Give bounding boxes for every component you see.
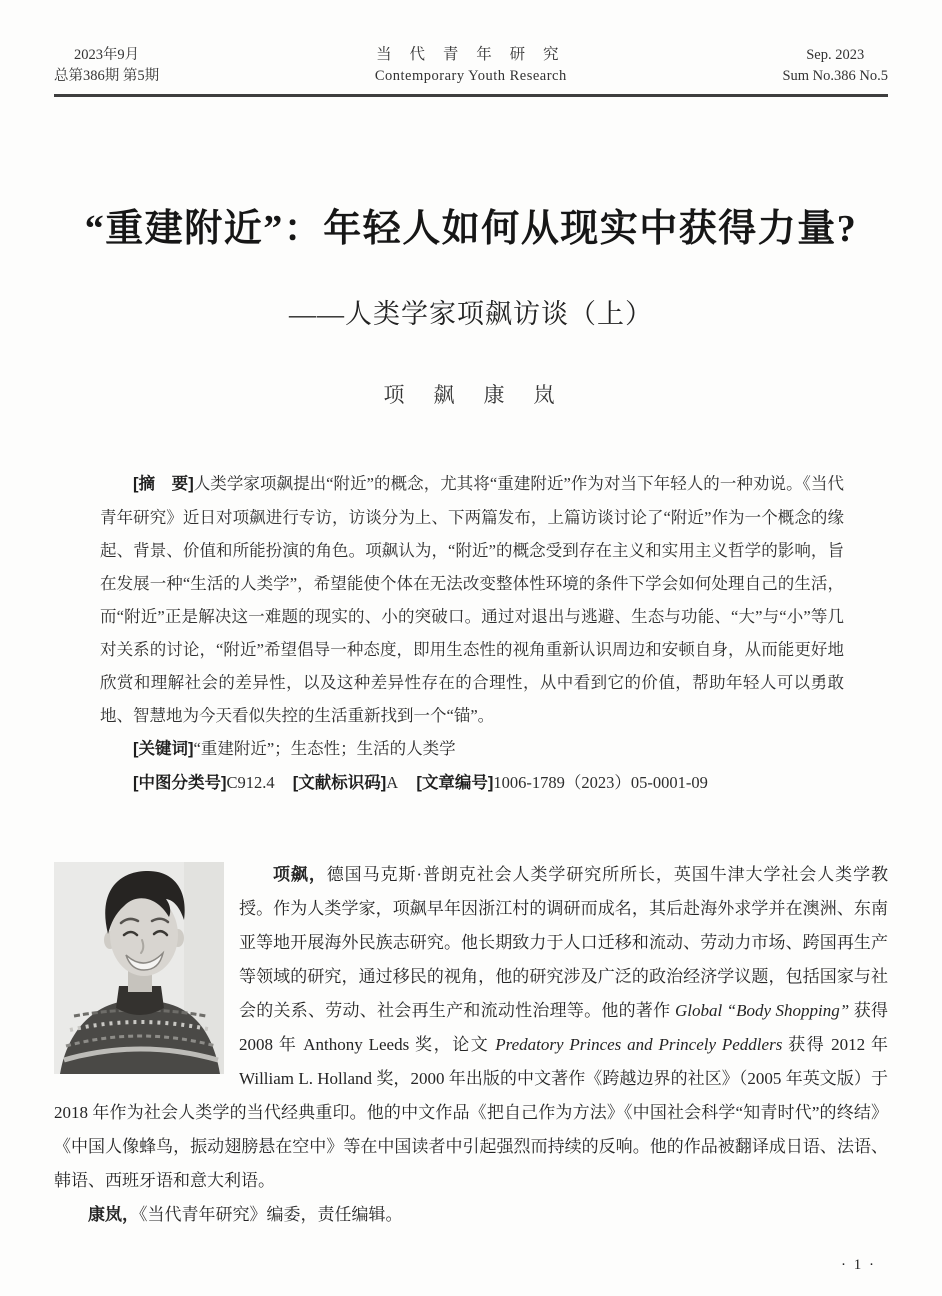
abstract-section xyxy=(100,467,844,800)
bio-book-title-2: Predatory Princes and Princely Peddlers xyxy=(495,1035,783,1055)
classification-line xyxy=(100,766,844,800)
bio-text-3: 获得 2012 年 William L. Holland 奖，2000 年出版的中文著作《跨越边界的社区》（2005 年英文版）于 2018 年作为社会人类学的当代经典重印。他的中文作品《把自己作为方法》《中国社会科学“知青时代”的终结》《中国人像蜂鸟，振动翅膀悬在空中》等在中国读者中引起强烈而持续的反响。他的作品被翻译成日语、法语、韩语、西班牙语和意大利语。 xyxy=(54,1035,888,1191)
keywords-line xyxy=(100,732,844,766)
abstract-paragraph xyxy=(100,467,844,732)
keywords-text: “重建附近”；生态性；生活的人类学 xyxy=(193,739,456,759)
bio-name-xiangbiao: 项飙， xyxy=(273,865,327,885)
header-date-cn: 2023年9月 xyxy=(73,47,140,64)
bio-name-kanglan: 康岚， xyxy=(88,1205,139,1225)
keywords-label: [关键词] xyxy=(133,740,194,759)
doc-code-value: A xyxy=(386,773,399,793)
authors: 项 飙 康 岚 xyxy=(383,383,559,408)
header-issue-cn: 总第386期 第5期 xyxy=(54,68,160,85)
bio-book-title-1: Global “Body Shopping” xyxy=(674,1001,850,1021)
bio-text-kanglan: 《当代青年研究》编委，责任编辑。 xyxy=(139,1205,403,1225)
journal-title-en: Contemporary Youth Research xyxy=(374,68,567,85)
header-date-en: Sep. 2023 xyxy=(806,47,865,64)
bio-text-1: 德国马克斯·普朗克社会人类学研究所所长，英国牛津大学社会人类学教授。作为人类学家，项飙早年因浙江村的调研而成名，其后赴海外求学并在澳洲、东南亚等地开展海外民族志研究。他长期致力于人口迁移和流动、劳动力市场、跨国再生产等领域的研究，通过移民的视角，他的研究涉及广泛的政治经济学议题，包括国家与社会的关系、劳动、社会再生产和流动性治理等。他的著作 xyxy=(239,865,888,1021)
journal-title-cn: 当 代 青 年 研 究 xyxy=(376,46,566,63)
article-id-label: [文章编号] xyxy=(416,774,494,793)
journal-title-block xyxy=(375,44,567,87)
header-issue-date-en xyxy=(782,45,888,87)
clc-label: [中图分类号] xyxy=(133,774,227,793)
header-divider xyxy=(54,94,888,97)
clc-value: C912.4 xyxy=(226,773,275,793)
bio-section xyxy=(54,858,888,1232)
abstract-text: 人类学家项飙提出“附近”的概念，尤其将“重建附近”作为对当下年轻人的一种劝说。《当代青年研究》近日对项飙进行专访，访谈分为上、下两篇发布，上篇访谈讨论了“附近”作为一个概念的缘起、背景、价值和所能扮演的角色。项飙认为，“附近”的概念受到存在主义和实用主义哲学的影响，旨在发展一种“生活的人类学”，希望能使个体在无法改变整体性环境的条件下学会如何处理自己的生活，而“附近”正是解决这一难题的现实的、小的突破口。通过对退出与逃避、生态与功能、“大”与“小”等几对关系的讨论，“附近”希望倡导一种态度，即用生态性的视角重新认识周边和安顿自身，从而能更好地欣赏和理解社会的差异性，以及这种差异性存在的合理性，从中看到它的价值，帮助年轻人可以勇敢地、智慧地为今天看似失控的生活重新找到一个“锚”。 xyxy=(100,474,844,726)
article-id-value: 1006-1789（2023）05-0001-09 xyxy=(493,773,708,793)
header-issue-date-cn xyxy=(54,45,159,87)
portrait-photo xyxy=(54,862,224,1074)
article-title: “重建附近”：年轻人如何从现实中获得力量? xyxy=(84,208,858,251)
portrait-illustration xyxy=(54,862,224,1074)
abstract-label: [摘 要] xyxy=(133,475,194,494)
page-number: · 1 · xyxy=(841,1257,876,1273)
bio-text-2: 获得 2008 年 Anthony Leeds 奖，论文 xyxy=(239,1001,889,1055)
bio-paragraph-kanglan xyxy=(54,1198,888,1232)
article-subtitle: ——人类学家项飙访谈（上） xyxy=(289,299,653,330)
header-issue-en: Sum No.386 No.5 xyxy=(782,68,888,85)
journal-header xyxy=(54,44,888,87)
doc-code-label: [文献标识码] xyxy=(292,774,387,793)
